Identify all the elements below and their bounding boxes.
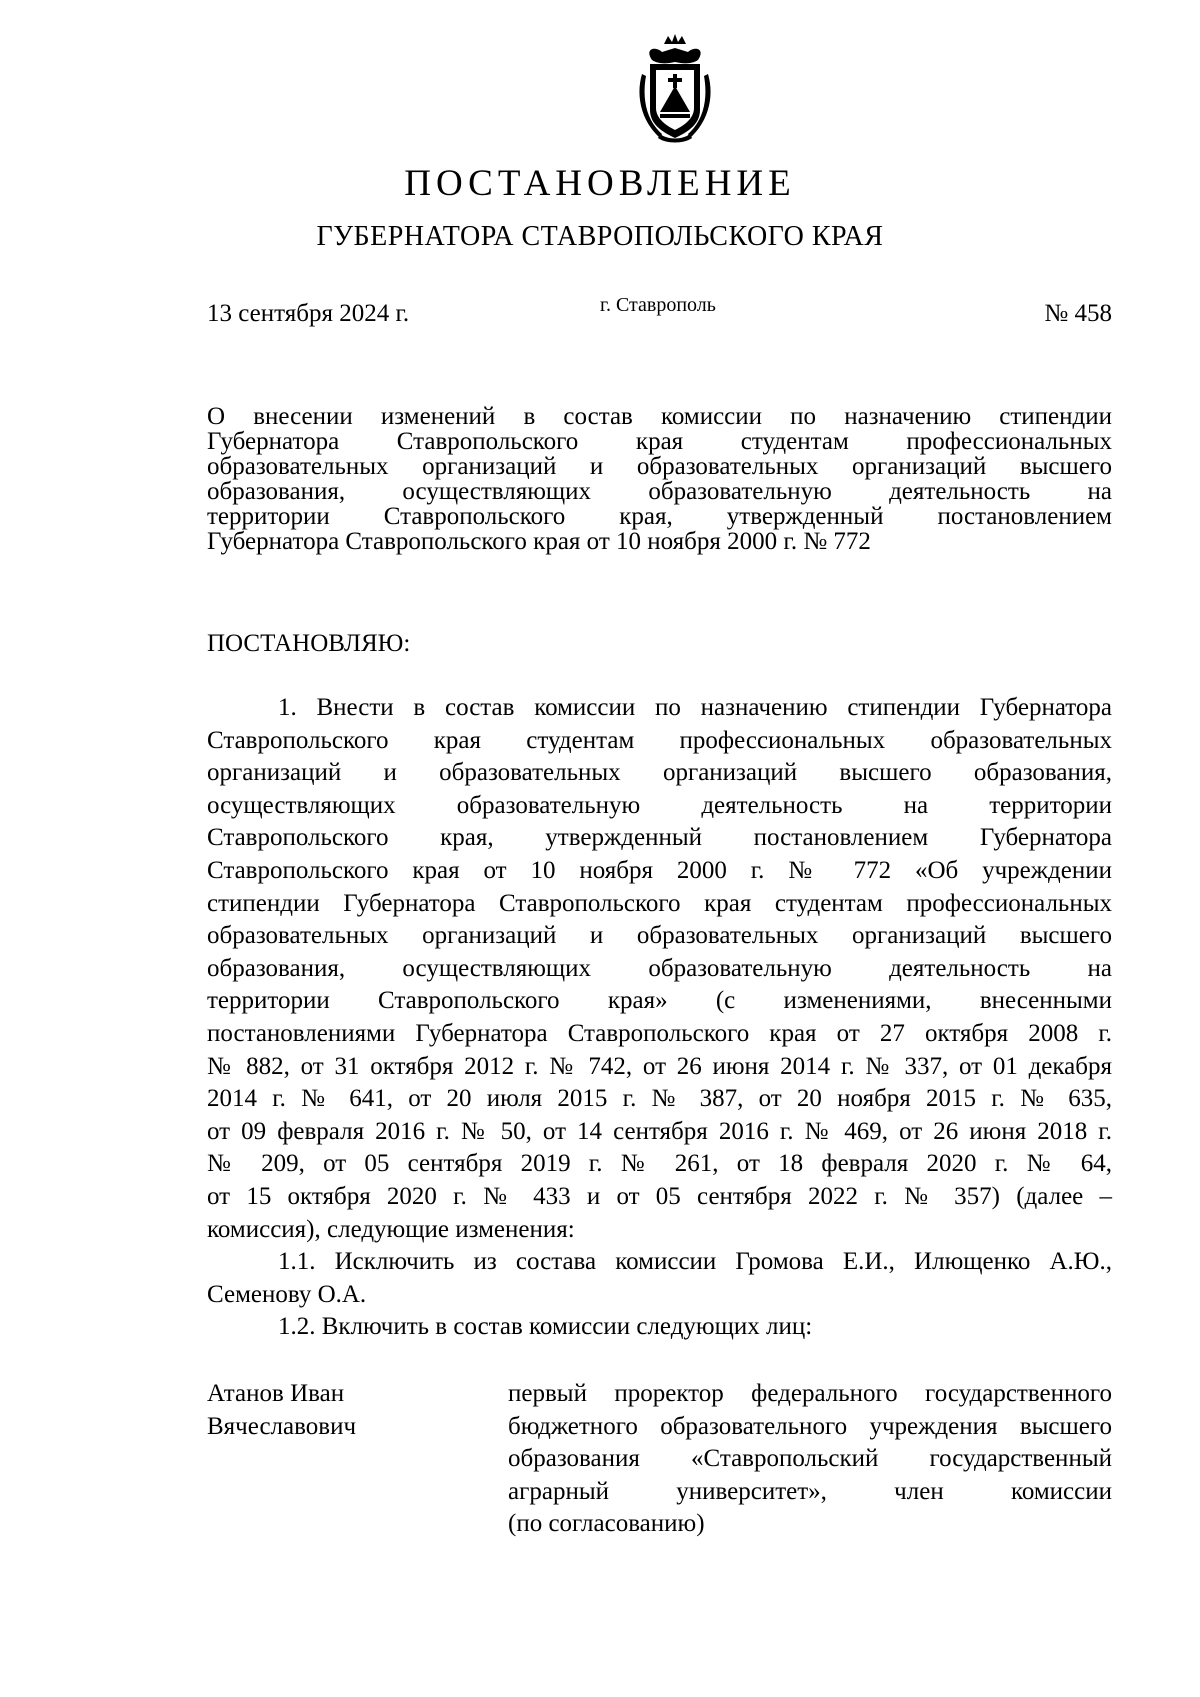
- member-role-line: аграрный университет», член комиссии: [508, 1477, 1112, 1505]
- heading-line: Губернатора Ставропольского края студентам профессиональных: [207, 428, 1112, 455]
- member-name-line: Вячеславович: [207, 1412, 357, 1440]
- heading-line: О внесении изменений в состав комиссии по назначению стипендии: [207, 403, 1112, 430]
- body-line: от 15 октября 2020 г. № 433 и от 05 сентября 2022 г. № 357) (далее –: [207, 1182, 1112, 1210]
- stavropol-krai-coat-of-arms-icon: [634, 34, 716, 146]
- document-date: 13 сентября 2024 г.: [207, 300, 410, 327]
- body-line: осуществляющих образовательную деятельность на территории: [207, 791, 1112, 819]
- document-subtitle: ГУБЕРНАТОРА СТАВРОПОЛЬСКОГО КРАЯ: [316, 221, 884, 252]
- body-line: от 09 февраля 2016 г. № 50, от 14 сентября 2016 г. № 469, от 26 июня 2018 г.: [207, 1117, 1112, 1145]
- member-role-line: (по согласованию): [508, 1510, 705, 1538]
- member-role: [508, 1378, 1112, 1541]
- body-line: Ставропольского края от 10 ноября 2000 г. № 772 «Об учреждении: [207, 856, 1112, 884]
- member-name: [207, 1378, 356, 1443]
- body-line: Ставропольского края, утвержденный постановлением Губернатора: [207, 824, 1112, 852]
- body-line: образовательных организаций и образовательных организаций высшего: [207, 922, 1112, 950]
- document-number: № 458: [1044, 300, 1112, 327]
- body-line: образования, осуществляющих образовательную деятельность на: [207, 954, 1112, 982]
- document-body: [207, 692, 1112, 1344]
- document-city: г. Ставрополь: [600, 294, 716, 316]
- heading-line: территории Ставропольского края, утвержденный постановлением: [207, 503, 1112, 530]
- member-role-line: бюджетного образовательного учреждения высшего: [508, 1412, 1112, 1440]
- body-line: организаций и образовательных организаций высшего образования,: [207, 759, 1112, 787]
- body-line: Ставропольского края студентам профессиональных образовательных: [207, 726, 1112, 754]
- body-line: 2014 г. № 641, от 20 июля 2015 г. № 387, от 20 ноября 2015 г. № 635,: [207, 1085, 1112, 1113]
- body-line: стипендии Губернатора Ставропольского края студентам профессиональных: [207, 889, 1112, 917]
- decree-word: ПОСТАНОВЛЯЮ:: [207, 630, 411, 657]
- body-line: № 209, от 05 сентября 2019 г. № 261, от 18 февраля 2020 г. № 64,: [207, 1150, 1112, 1178]
- heading-line: образовательных организаций и образовательных организаций высшего: [207, 453, 1112, 480]
- body-line: № 882, от 31 октября 2012 г. № 742, от 26 июня 2014 г. № 337, от 01 декабря: [207, 1052, 1112, 1080]
- member-role-line: образования «Ставропольский государственный: [508, 1445, 1112, 1473]
- member-name-line: Атанов Иван: [207, 1380, 345, 1407]
- body-line: 1.1. Исключить из состава комиссии Громова Е.И., Илющенко А.Ю.,: [278, 1248, 1112, 1276]
- body-line: комиссия), следующие изменения:: [207, 1215, 575, 1243]
- body-line: постановлениями Губернатора Ставропольского края от 27 октября 2008 г.: [207, 1019, 1112, 1047]
- document-heading: [207, 404, 1112, 554]
- document-title: ПОСТАНОВЛЕНИЕ: [404, 163, 796, 204]
- heading-line: образования, осуществляющих образовательную деятельность на: [207, 478, 1112, 505]
- body-line: 1.2. Включить в состав комиссии следующих лиц:: [278, 1313, 813, 1341]
- body-line: 1. Внести в состав комиссии по назначению стипендии Губернатора: [278, 694, 1112, 721]
- body-line: Семенову О.А.: [207, 1280, 367, 1308]
- member-role-line: первый проректор федерального государственного: [508, 1380, 1112, 1407]
- heading-line: Губернатора Ставропольского края от 10 ноября 2000 г. № 772: [207, 528, 871, 555]
- body-line: территории Ставропольского края» (с изменениями, внесенными: [207, 987, 1112, 1015]
